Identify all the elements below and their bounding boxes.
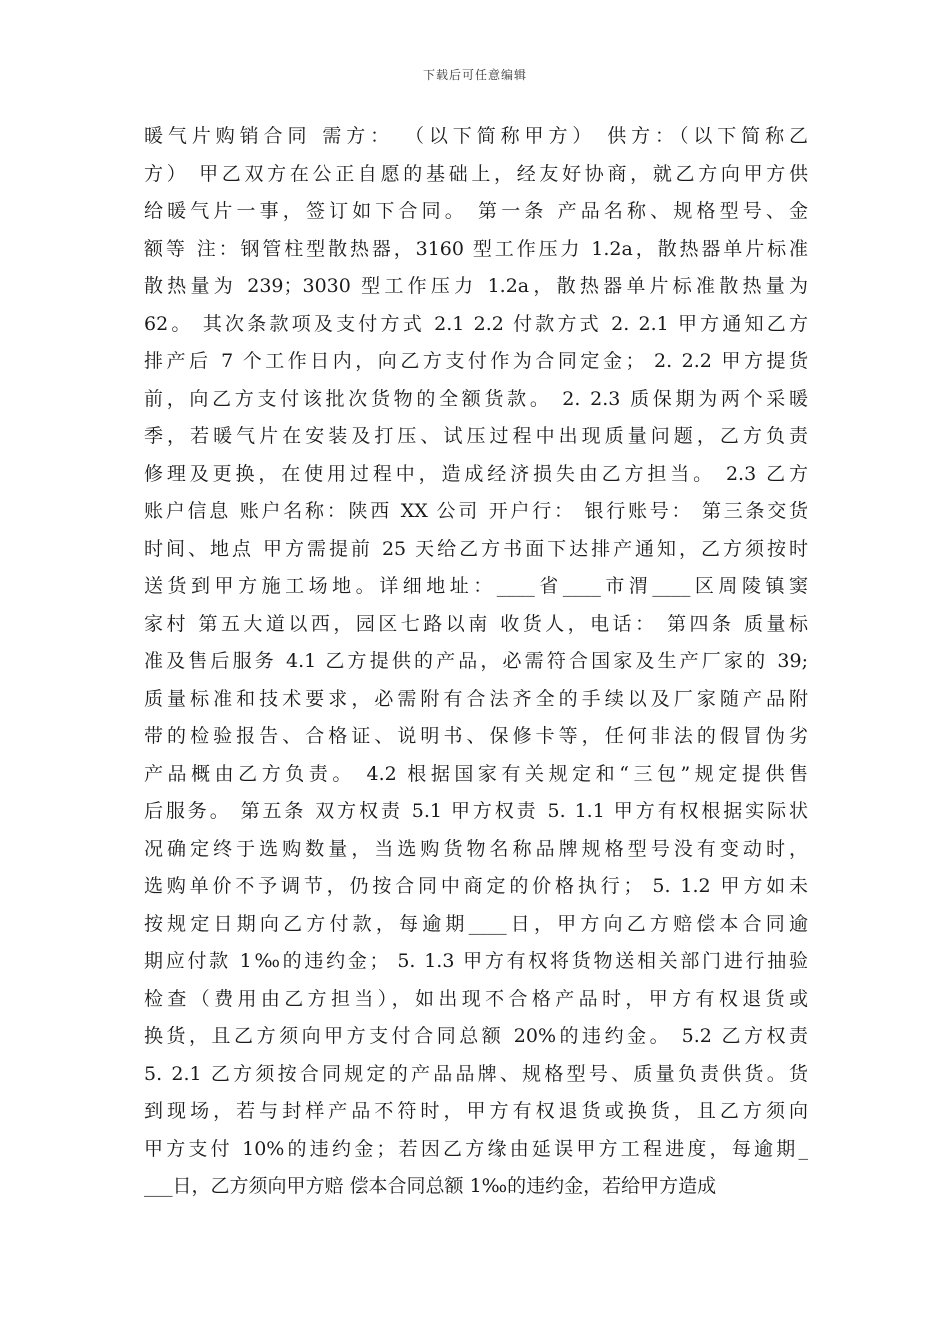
- text-line: 带的检验报告、合格证、说明书、保修卡等，任何非法的假冒伪劣: [144, 725, 808, 747]
- text-line: 家村 第五大道以西，园区七路以南 收货人，电话： 第四条 质量标: [144, 612, 808, 635]
- text-line: ___日，乙方须向甲方赔 偿本合同总额 1‰的违约金，若给甲方造成: [144, 1175, 717, 1197]
- text-line: 送货到甲方施工场地。详细地址：____省____市渭____区周陵镇窦: [144, 575, 808, 597]
- text-line: 给暖气片一事，签订如下合同。 第一条 产品名称、规格型号、金: [144, 200, 808, 222]
- text-line: 62。 其次条款项及支付方式 2.1 2.2 付款方式 2. 2.1 甲方通知乙方: [144, 312, 808, 335]
- text-line: 按规定日期向乙方付款，每逾期____日，甲方向乙方赔偿本合同逾: [144, 912, 808, 935]
- text-line: 况确定终于选购数量，当选购货物名称品牌规格型号没有变动时，: [144, 837, 808, 860]
- text-line: 5. 2.1 乙方须按合同规定的产品品牌、规格型号、质量负责供货。货: [144, 1062, 808, 1085]
- text-line: 排产后 7 个工作日内，向乙方支付作为合同定金； 2. 2.2 甲方提货: [144, 350, 808, 372]
- text-line: 额等 注：钢管柱型散热器，3160 型工作压力 1.2a，散热器单片标准: [144, 237, 808, 260]
- text-line: 时间、地点 甲方需提前 25 天给乙方书面下达排产通知，乙方须按时: [144, 537, 808, 560]
- text-line: 暖气片购销合同 需方： （以下简称甲方） 供方：（以下简称乙: [144, 125, 808, 147]
- page-header-note: 下载后可任意编辑: [422, 68, 527, 82]
- text-line: 季，若暖气片在安装及打压、试压过程中出现质量问题，乙方负责: [144, 425, 808, 447]
- text-line: 方） 甲乙双方在公正自愿的基础上，经友好协商，就乙方向甲方供: [144, 162, 808, 185]
- text-line: 到现场，若与封样产品不符时，甲方有权退货或换货，且乙方须向: [144, 1100, 808, 1122]
- text-line: 选购单价不予调节，仍按合同中商定的价格执行； 5. 1.2 甲方如未: [144, 875, 808, 897]
- text-line: 账户信息 账户名称：陕西 XX 公司 开户行： 银行账号： 第三条交货: [144, 500, 808, 522]
- text-line: 修理及更换，在使用过程中，造成经济损失由乙方担当。 2.3 乙方: [144, 462, 808, 485]
- text-line: 期应付款 1‰的违约金； 5. 1.3 甲方有权将货物送相关部门进行抽验: [144, 950, 808, 972]
- text-line: 准及售后服务 4.1 乙方提供的产品，必需符合国家及生产厂家的 39;: [144, 650, 808, 672]
- text-line: 产品概由乙方负责。 4.2 根据国家有关规定和“三包”规定提供售: [144, 762, 808, 785]
- text-line: 前，向乙方支付该批次货物的全额货款。 2. 2.3 质保期为两个采暖: [144, 387, 808, 410]
- contract-body: [144, 118, 808, 1206]
- text-line: 换货，且乙方须向甲方支付合同总额 20%的违约金。 5.2 乙方权责: [144, 1025, 808, 1047]
- text-line: 甲方支付 10%的违约金；若因乙方缘由延误甲方工程进度，每逾期_: [144, 1137, 808, 1160]
- text-line: 后服务。 第五条 双方权责 5.1 甲方权责 5. 1.1 甲方有权根据实际状: [144, 800, 808, 822]
- text-line: 散热量为 239；3030 型工作压力 1.2a，散热器单片标准散热量为: [144, 275, 808, 297]
- text-line: 质量标准和技术要求，必需附有合法齐全的手续以及厂家随产品附: [144, 687, 808, 710]
- text-line: 检查（费用由乙方担当），如出现不合格产品时，甲方有权退货或: [144, 987, 808, 1010]
